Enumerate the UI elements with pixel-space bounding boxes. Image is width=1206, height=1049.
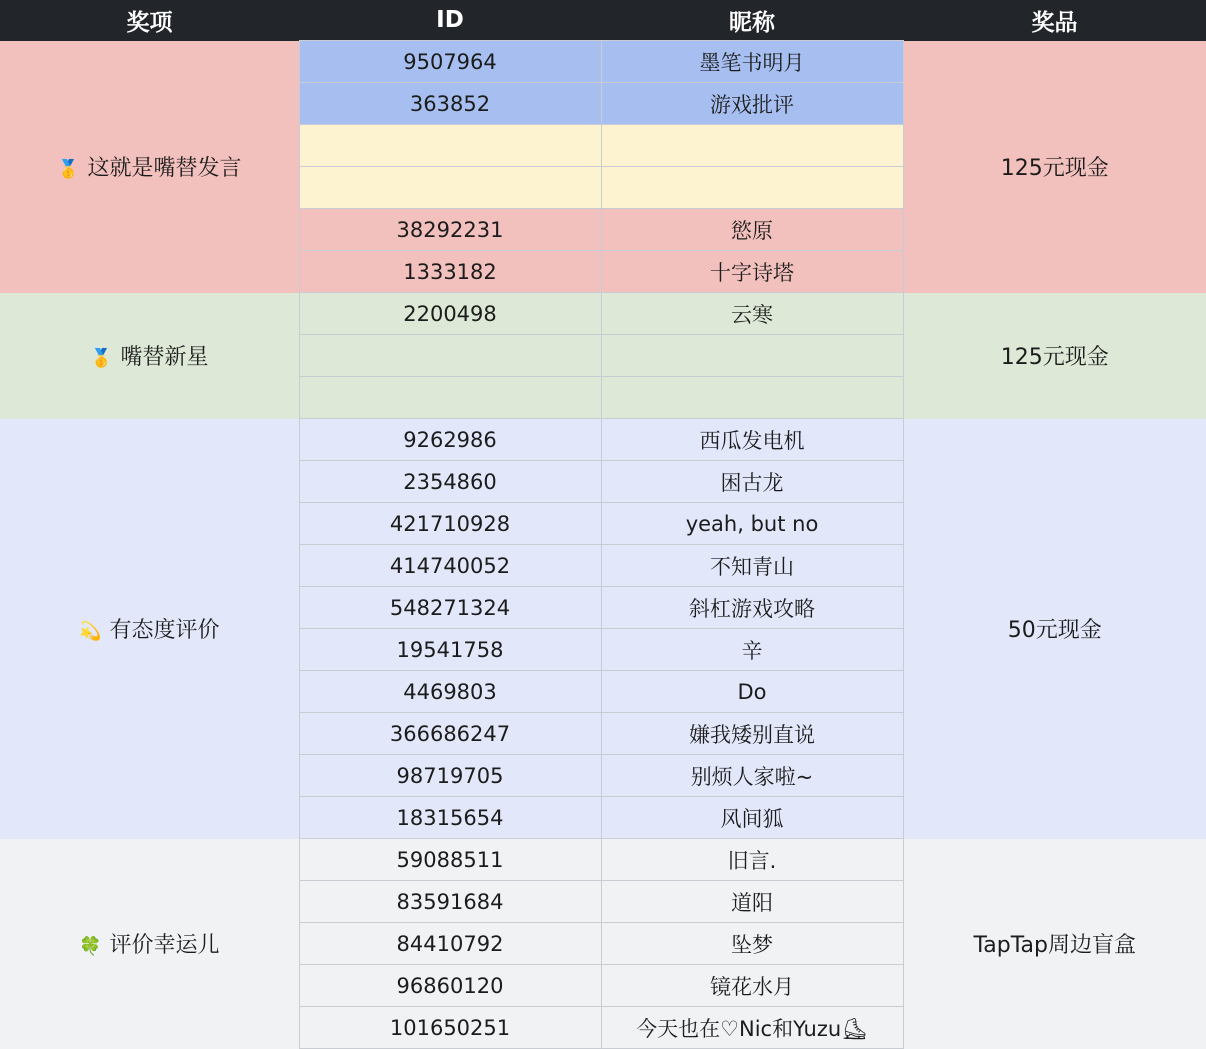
winner-id-cell: 366686247 xyxy=(299,713,601,755)
header-id: ID xyxy=(299,0,601,41)
winner-id-cell: 548271324 xyxy=(299,587,601,629)
header-prize: 奖品 xyxy=(903,0,1206,41)
winner-id-cell xyxy=(299,125,601,167)
winner-nickname-cell xyxy=(601,377,903,419)
winner-id-cell: 84410792 xyxy=(299,923,601,965)
winner-nickname-cell: 风间狐 xyxy=(601,797,903,839)
winner-id-cell: 9507964 xyxy=(299,41,601,83)
table-row xyxy=(0,41,1206,83)
table-body xyxy=(0,41,1206,1049)
gold-medal-icon: 🥇 xyxy=(90,348,113,369)
winner-nickname-cell: 游戏批评 xyxy=(601,83,903,125)
winner-id-cell: 2200498 xyxy=(299,293,601,335)
winner-nickname-cell: 道阳 xyxy=(601,881,903,923)
header-nickname: 昵称 xyxy=(601,0,903,41)
prize-cell: TapTap周边盲盒 xyxy=(903,839,1206,1049)
winner-nickname-cell: 墨笔书明月 xyxy=(601,41,903,83)
winner-id-cell: 101650251 xyxy=(299,1007,601,1049)
gold-medal-icon: 🥇 xyxy=(57,159,80,180)
award-category-cell xyxy=(0,41,299,293)
winner-id-cell xyxy=(299,167,601,209)
winner-id-cell: 363852 xyxy=(299,83,601,125)
winner-nickname-cell xyxy=(601,167,903,209)
winner-id-cell: 83591684 xyxy=(299,881,601,923)
winner-nickname-cell xyxy=(601,335,903,377)
header-row xyxy=(0,0,1206,41)
table-row xyxy=(0,839,1206,881)
winner-nickname-cell xyxy=(601,125,903,167)
winner-id-cell xyxy=(299,377,601,419)
winner-id-cell: 59088511 xyxy=(299,839,601,881)
prize-cell: 125元现金 xyxy=(903,293,1206,419)
winner-nickname-cell: 旧言. xyxy=(601,839,903,881)
winner-nickname-cell: 今天也在♡Nic和Yuzu⛸ xyxy=(601,1007,903,1049)
table-row xyxy=(0,293,1206,335)
winner-nickname-cell: 辛 xyxy=(601,629,903,671)
award-category-cell xyxy=(0,419,299,839)
award-category-cell xyxy=(0,839,299,1049)
winner-nickname-cell: 十字诗塔 xyxy=(601,251,903,293)
winner-id-cell: 421710928 xyxy=(299,503,601,545)
prize-cell: 50元现金 xyxy=(903,419,1206,839)
award-name: 评价幸运儿 xyxy=(109,933,220,958)
winner-nickname-cell: Do xyxy=(601,671,903,713)
header-award: 奖项 xyxy=(0,0,299,41)
winner-id-cell: 4469803 xyxy=(299,671,601,713)
dizzy-star-icon: 💫 xyxy=(79,621,102,642)
winner-nickname-cell: 不知青山 xyxy=(601,545,903,587)
winner-nickname-cell: 西瓜发电机 xyxy=(601,419,903,461)
winner-nickname-cell: 云寒 xyxy=(601,293,903,335)
prize-cell: 125元现金 xyxy=(903,41,1206,293)
award-name: 有态度评价 xyxy=(109,618,220,643)
winner-nickname-cell: 斜杠游戏攻略 xyxy=(601,587,903,629)
winner-nickname-cell: 困古龙 xyxy=(601,461,903,503)
award-name: 这就是嘴替发言 xyxy=(87,156,242,181)
winner-id-cell: 2354860 xyxy=(299,461,601,503)
winner-nickname-cell: 嫌我矮别直说 xyxy=(601,713,903,755)
winner-id-cell: 98719705 xyxy=(299,755,601,797)
four-leaf-clover-icon: 🍀 xyxy=(79,936,102,957)
award-name: 嘴替新星 xyxy=(120,345,209,370)
award-category-cell xyxy=(0,293,299,419)
winner-nickname-cell: 慾原 xyxy=(601,209,903,251)
winner-id-cell: 9262986 xyxy=(299,419,601,461)
winner-id-cell: 38292231 xyxy=(299,209,601,251)
winner-nickname-cell: yeah, but no xyxy=(601,503,903,545)
winner-nickname-cell: 镜花水月 xyxy=(601,965,903,1007)
winner-id-cell: 96860120 xyxy=(299,965,601,1007)
winner-nickname-cell: 别烦人家啦~ xyxy=(601,755,903,797)
winner-nickname-cell: 坠梦 xyxy=(601,923,903,965)
winner-id-cell: 19541758 xyxy=(299,629,601,671)
winner-id-cell: 18315654 xyxy=(299,797,601,839)
winner-id-cell xyxy=(299,335,601,377)
table-row xyxy=(0,419,1206,461)
winner-id-cell: 1333182 xyxy=(299,251,601,293)
winner-id-cell: 414740052 xyxy=(299,545,601,587)
